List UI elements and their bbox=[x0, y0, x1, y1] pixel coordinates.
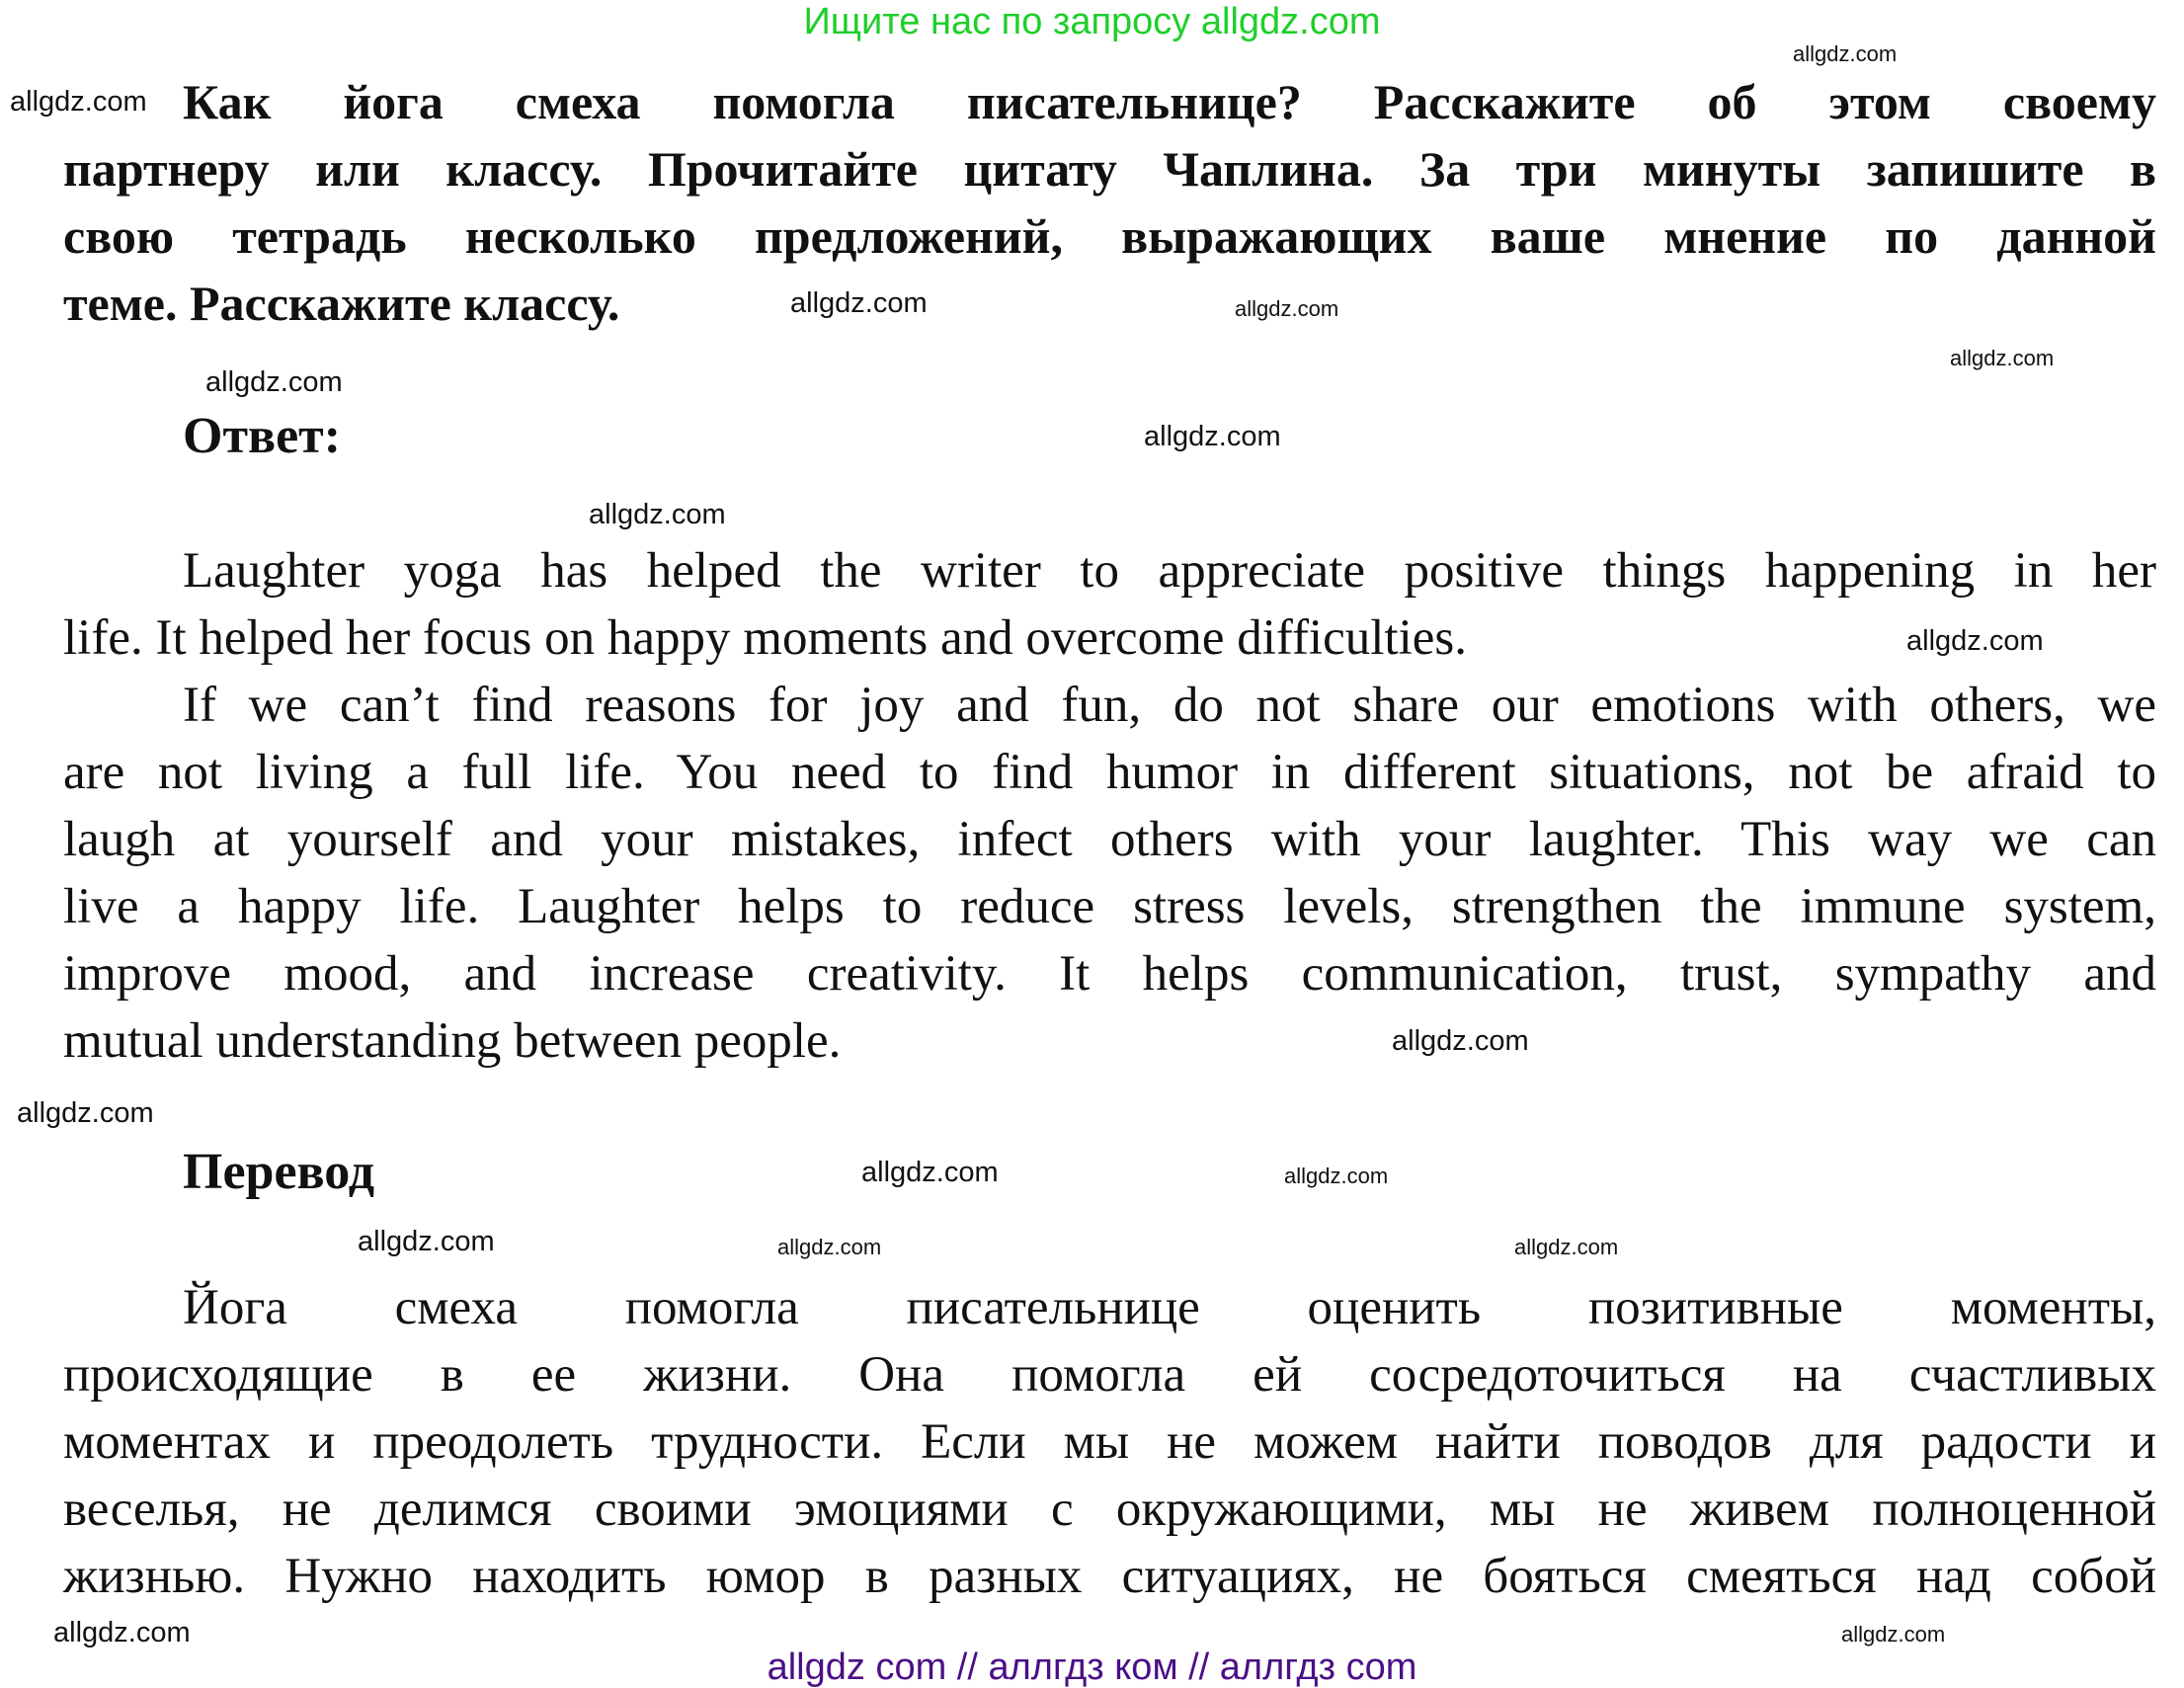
answer-line: Laughter yoga has helped the writer to appreciate positive things happening in her bbox=[183, 543, 2156, 599]
watermark: allgdz.com bbox=[861, 1157, 999, 1188]
translation-text bbox=[63, 1274, 2156, 1610]
translation-line: Йога смеха помогла писательнице оценить позитивные моменты, bbox=[183, 1280, 2156, 1335]
answer-line: mutual understanding between people. bbox=[63, 1013, 842, 1069]
question-line: теме. Расскажите классу. bbox=[63, 276, 620, 331]
answer-line: laugh at yourself and your mistakes, infect others with your laughter. This way we can bbox=[63, 812, 2156, 867]
watermark: allgdz.com bbox=[17, 1097, 154, 1129]
watermark: allgdz.com bbox=[790, 287, 928, 319]
watermark: allgdz.com bbox=[1906, 625, 2044, 657]
watermark: allgdz.com bbox=[777, 1235, 882, 1259]
translation-heading: Перевод bbox=[183, 1144, 375, 1200]
search-banner: Ищите нас по запросу allgdz.com bbox=[803, 1, 1381, 42]
translation-line: происходящие в ее жизни. Она помогла ей сосредоточиться на счастливых bbox=[63, 1347, 2156, 1403]
translation-line: веселья, не делимся своими эмоциями с окружающими, мы не живем полноценной bbox=[63, 1482, 2156, 1537]
answer-text bbox=[63, 537, 2156, 1075]
question-line: Как йога смеха помогла писательнице? Расскажите об этом своему bbox=[183, 74, 2156, 129]
watermark: allgdz.com bbox=[1793, 41, 1898, 66]
watermark: allgdz.com bbox=[1235, 296, 1339, 321]
answer-line: are not living a full life. You need to find humor in different situations, not be afraid to bbox=[63, 745, 2156, 800]
answer-line: improve mood, and increase creativity. It helps communication, trust, sympathy and bbox=[63, 946, 2156, 1002]
watermark: allgdz.com bbox=[205, 366, 343, 398]
answer-heading: Ответ: bbox=[183, 408, 342, 464]
answer-line: If we can’t find reasons for joy and fun, do not share our emotions with others, we bbox=[183, 678, 2156, 733]
translation-line: моментах и преодолеть трудности. Если мы не можем найти поводов для радости и bbox=[63, 1414, 2156, 1470]
answer-line: live a happy life. Laughter helps to reduce stress levels, strengthen the immune system, bbox=[63, 879, 2156, 934]
watermark: allgdz.com bbox=[589, 499, 726, 530]
watermark: allgdz.com bbox=[1144, 421, 1281, 452]
question-line: партнеру или классу. Прочитайте цитату Чаплина. За три минуты запишите в bbox=[63, 141, 2156, 197]
watermark: allgdz.com bbox=[1514, 1235, 1619, 1259]
footer-banner: allgdz com // аллгдз ком // аллгдз com bbox=[767, 1647, 1417, 1688]
watermark: allgdz.com bbox=[1950, 346, 2055, 370]
question bbox=[63, 68, 2156, 337]
question-line: свою тетрадь несколько предложений, выражающих ваше мнение по данной bbox=[63, 208, 2156, 264]
translation-line: жизнью. Нужно находить юмор в разных ситуациях, не бояться смеяться над собой bbox=[63, 1549, 2156, 1604]
watermark: allgdz.com bbox=[10, 86, 147, 118]
watermark: allgdz.com bbox=[358, 1226, 495, 1257]
watermark: allgdz.com bbox=[1284, 1164, 1389, 1188]
watermark: allgdz.com bbox=[1841, 1622, 1946, 1647]
watermark: allgdz.com bbox=[53, 1617, 191, 1648]
watermark: allgdz.com bbox=[1392, 1025, 1529, 1057]
answer-line: life. It helped her focus on happy moments and overcome difficulties. bbox=[63, 610, 1467, 666]
